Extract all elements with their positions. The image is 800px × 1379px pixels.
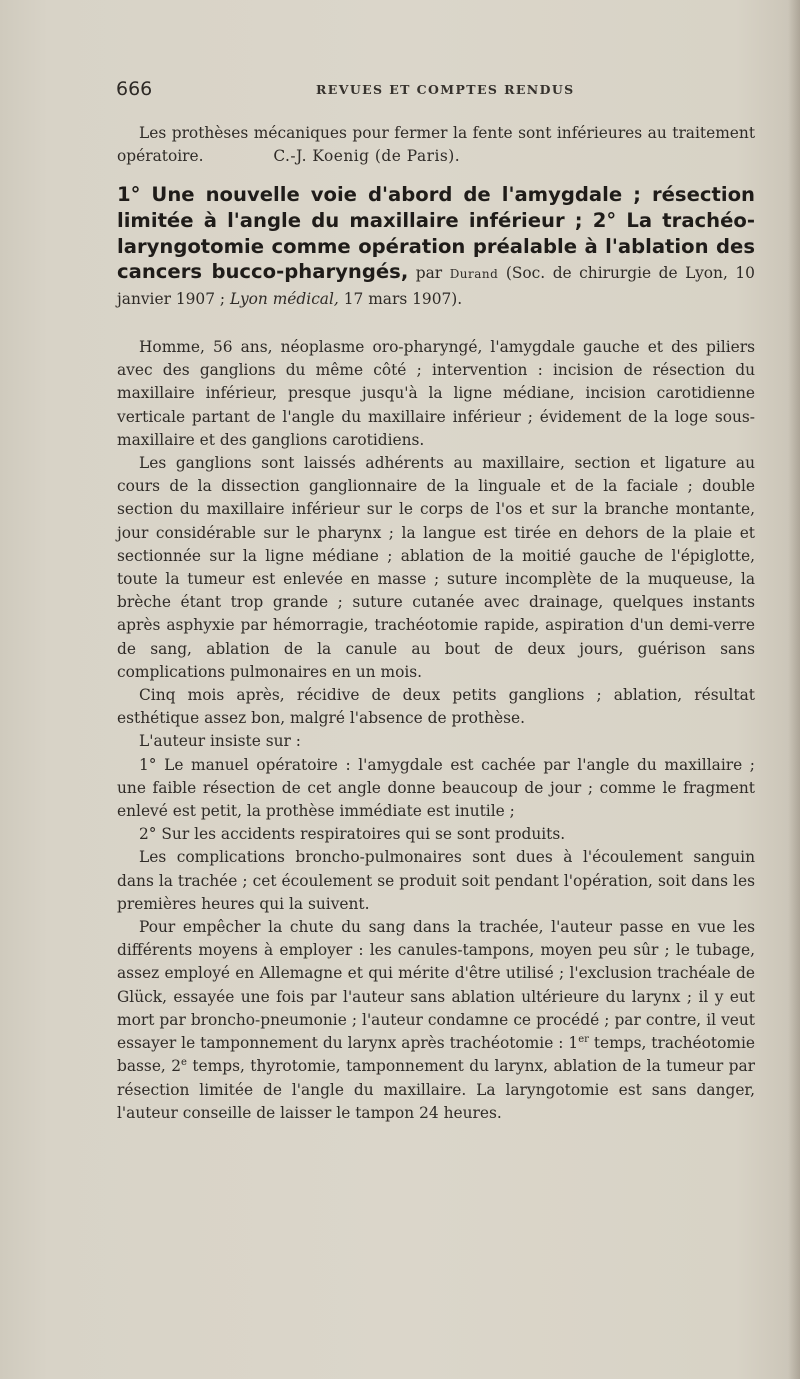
intro-author: C.-J. Koenig (de Paris). [273, 147, 461, 166]
article-date: 17 mars 1907). [343, 290, 463, 309]
body-paragraph-2: Les ganglions sont laissés adhérents au maxillaire, section et ligature au cours de la dissection ganglionnaire de la linguale et de la faciale ; double section du maxillaire inférieur sur le corps de l'os et sur la branche montante, jour considérable sur le pharynx ; la langue est tirée en dehors de la plaie et sectionnée sur la ligne médiane ; ablation de la moitié gauche de l'épiglotte, toute la tumeur est enlevée en masse ; suture incomplète de la muqueuse, la brèche étant trop grande ; suture cutanée avec drainage, quelques instants après asphyxie par hémorragie, trachéotomie rapide, aspiration d'un demi-verre de sang, ablation de la canule au bout de deux jours, guérison sans complications pulmonaires en un mois. [117, 454, 755, 681]
article-body [117, 336, 755, 1125]
body-paragraph-5: 1° Le manuel opératoire : l'amygdale est cachée par l'angle du maxillaire ; une faible résection de cet angle donne beaucoup de jour ; comme le fragment enlevé est petit, la prothèse immédiate est inutile ; [117, 755, 755, 821]
body-p8-part-b: temps, trachéotomie basse, 2 [117, 1034, 756, 1076]
article-author: Durand [449, 267, 499, 282]
body-p8-sup-1: er [578, 1033, 589, 1045]
body-p8-part-a: Pour empêcher la chute du sang dans la trachée, l'auteur passe en vue les différents moyens à employer : les canules-tampons, moyen peu sûr ; le tubage, assez employé en Allemagne et qui mérite d'être utilisé ; l'exclusion trachéale de Glück, essayée une fois par l'auteur sans ablation ultérieure du larynx ; il y eut mort par broncho-pneumonie ; l'auteur condamne ce procédé ; par contre, il veut essayer le tamponnement du larynx après trachéotomie : 1 [117, 918, 755, 1053]
running-title: REVUES ET COMPTES RENDUS [316, 82, 575, 97]
page-edge-shadow [788, 0, 800, 1379]
body-paragraph-6: 2° Sur les accidents respiratoires qui se sont produits. [139, 825, 566, 844]
body-p8-part-c: temps, thyrotomie, tamponnement du larynx, ablation de la tumeur par résection limitée de l'angle du maxillaire. La laryngotomie est sans danger, l'auteur conseille de laisser le tampon 24 heures. [117, 1057, 755, 1122]
article-journal: Lyon médical, [230, 290, 339, 309]
article-by: par [415, 264, 443, 283]
article-heading [117, 183, 755, 312]
body-paragraph-3: Cinq mois après, récidive de deux petits ganglions ; ablation, résultat esthétique assez bon, malgré l'absence de prothèse. [117, 686, 755, 728]
intro-paragraph [117, 122, 755, 168]
body-paragraph-8 [117, 916, 755, 1125]
article-title: 1° Une nouvelle voie d'abord de l'amygdale ; résection limitée à l'angle du maxillaire inférieur ; 2° La trachéo-laryngotomie comme opération préalable à l'ablation des cancers bucco-pharyngés, [117, 183, 755, 284]
body-paragraph-4: L'auteur insiste sur : [139, 732, 301, 751]
page-header [116, 78, 756, 108]
body-paragraph-7: Les complications broncho-pulmonaires sont dues à l'écoulement sanguin dans la trachée ; cet écoulement se produit soit pendant l'opération, soit dans les premières heures qui la suivent. [117, 848, 755, 913]
body-p8-sup-2: e [181, 1057, 187, 1069]
intro-text: Les prothèses mécaniques pour fermer la fente sont inférieures au traitement opératoire. [117, 124, 755, 166]
page-number: 666 [116, 78, 153, 100]
article-source: (Soc. de chirurgie de Lyon, 10 janvier 1907 ; [117, 264, 755, 309]
body-paragraph-1: Homme, 56 ans, néoplasme oro-pharyngé, l'amygdale gauche et des piliers avec des ganglions du même côté ; intervention : incision de résection du maxillaire inférieur, presque jusqu'à la ligne médiane, incision carotidienne verticale partant de l'angle du maxillaire inférieur ; évidement de la loge sous-maxillaire et des ganglions carotidiens. [117, 338, 755, 449]
